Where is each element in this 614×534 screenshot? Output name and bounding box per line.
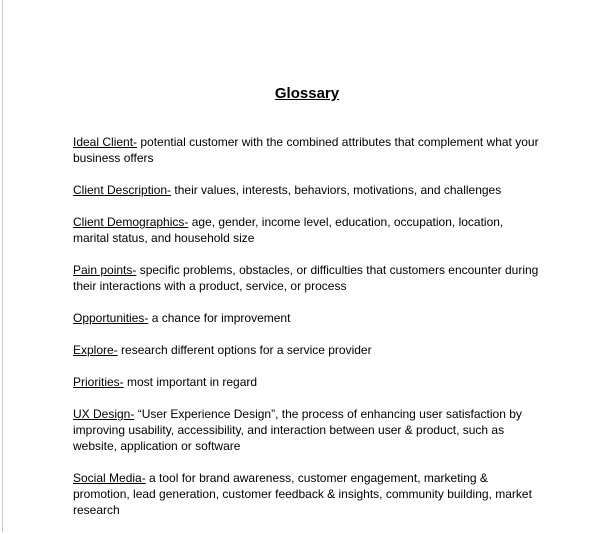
glossary-definition: “User Experience Design”, the process of enhancing user satisfaction by improving usability, accessibility, and interaction between user & product, such as website, application or software (73, 407, 522, 453)
glossary-term: Social Media- (73, 471, 146, 485)
glossary-entry (73, 342, 541, 358)
glossary-entry (73, 310, 541, 326)
glossary-entry (73, 134, 541, 166)
document-content (73, 84, 541, 534)
glossary-definition: a tool for brand awareness, customer engagement, marketing & promotion, lead generation, customer feedback & insights, community building, market research (73, 471, 532, 517)
glossary-definition: a chance for improvement (148, 311, 291, 325)
glossary-entry (73, 182, 541, 198)
glossary-entry (73, 374, 541, 390)
glossary-definition: their values, interests, behaviors, motivations, and challenges (171, 183, 502, 197)
glossary-term: Explore- (73, 343, 118, 357)
glossary-entry (73, 214, 541, 246)
glossary-entry (73, 406, 541, 454)
glossary-entry (73, 470, 541, 518)
glossary-term: Ideal Client- (73, 135, 138, 149)
page-title: Glossary (274, 85, 340, 102)
glossary-term: UX Design- (73, 407, 135, 421)
glossary-term: Pain points- (73, 263, 137, 277)
glossary-term: Client Demographics- (73, 215, 189, 229)
page-edge-line (2, 0, 3, 532)
glossary-definition: research different options for a service provider (117, 343, 372, 357)
glossary-definition: most important in regard (123, 375, 258, 389)
glossary-entry (73, 262, 541, 294)
glossary-list (73, 134, 541, 518)
glossary-definition: potential customer with the combined attributes that complement what your business offers (73, 135, 539, 165)
glossary-term: Client Description- (73, 183, 172, 197)
glossary-definition: age, gender, income level, education, occupation, location, marital status, and household size (73, 215, 504, 245)
glossary-term: Priorities- (73, 375, 124, 389)
glossary-definition: specific problems, obstacles, or difficulties that customers encounter during their interactions with a product, service, or process (73, 263, 539, 293)
glossary-term: Opportunities- (73, 311, 149, 325)
